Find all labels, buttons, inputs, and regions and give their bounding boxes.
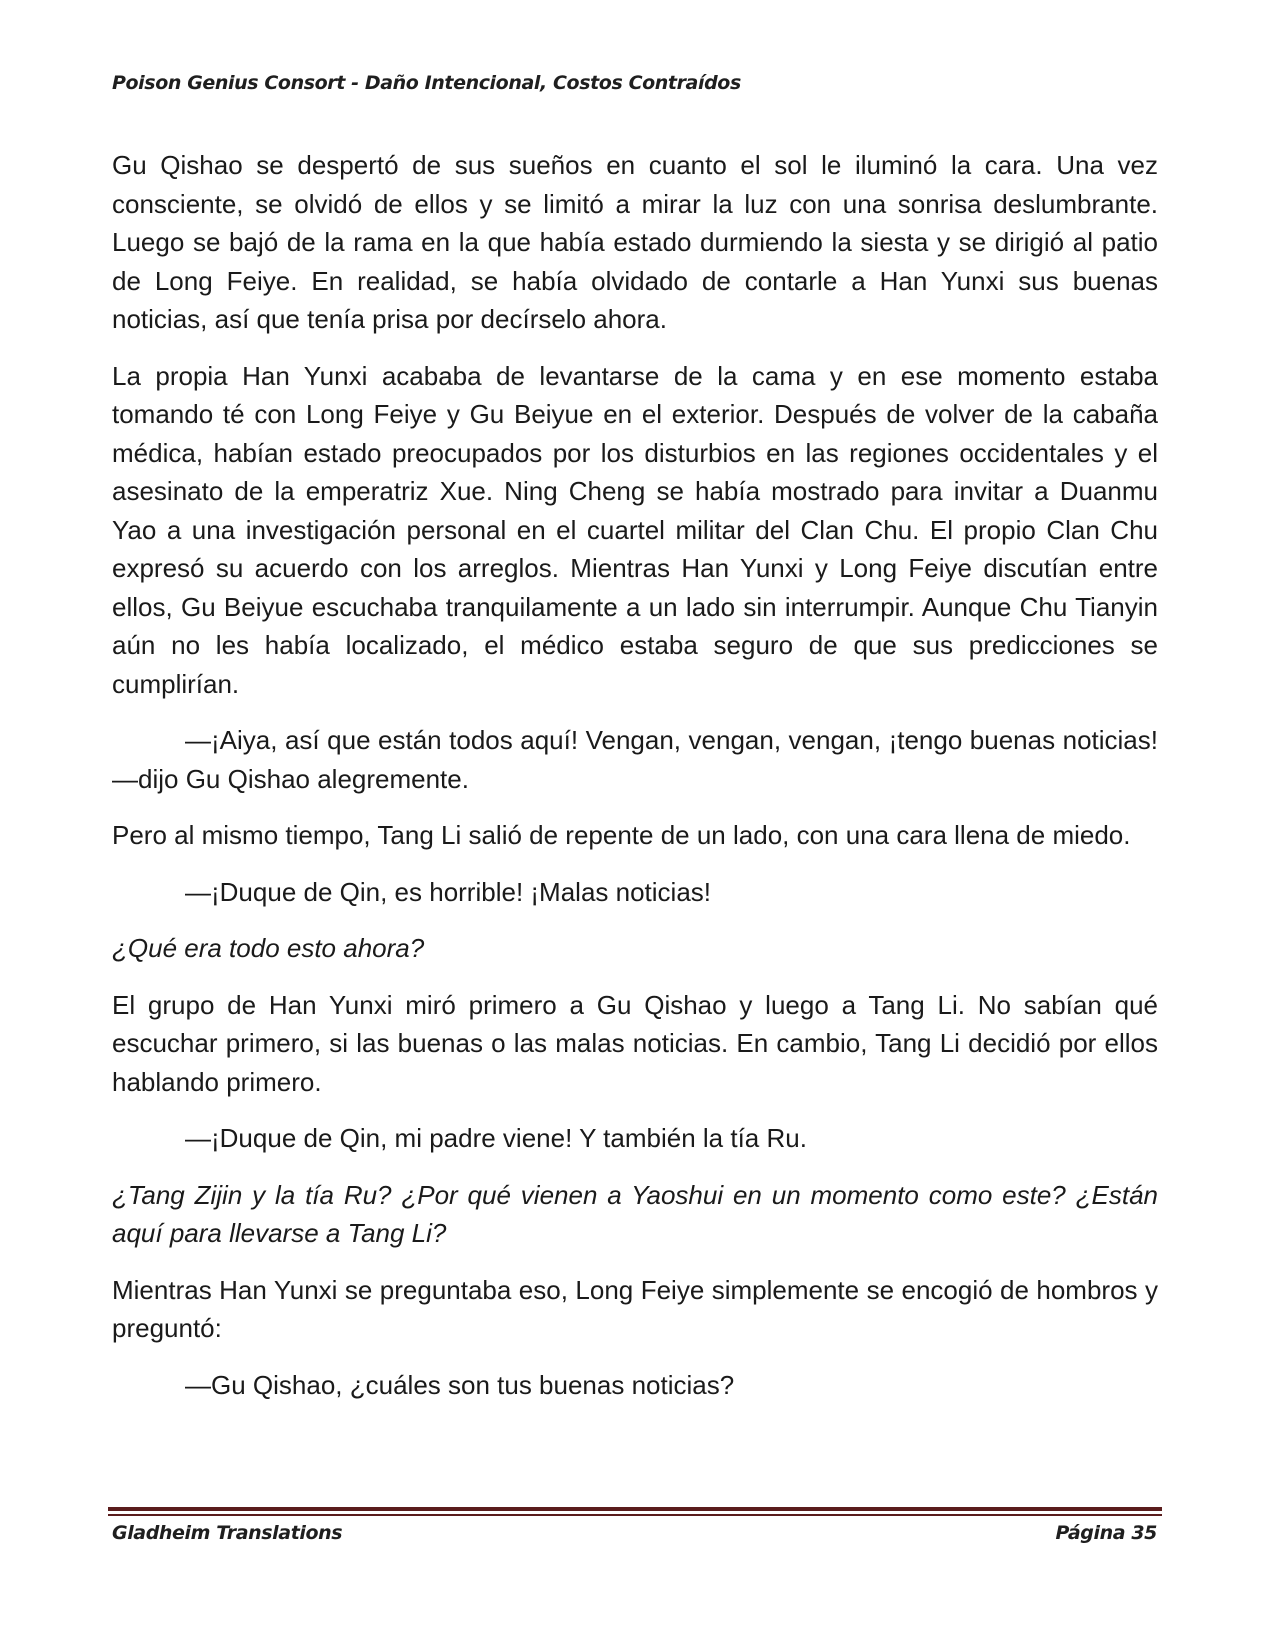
thought-paragraph: ¿Qué era todo esto ahora? [112, 933, 425, 963]
dialogue-paragraph: —Gu Qishao, ¿cuáles son tus buenas noticias? [185, 1369, 735, 1400]
dialogue-paragraph: —¡Duque de Qin, es horrible! ¡Malas noticias! [185, 876, 712, 907]
dialogue-paragraph: —¡Aiya, así que están todos aquí! Vengan, vengan, vengan, ¡tengo buenas noticias! —dijo Gu Qishao alegremente. [112, 725, 1158, 794]
paragraph: Pero al mismo tiempo, Tang Li salió de repente de un lado, con una cara llena de miedo. [112, 820, 1131, 850]
paragraph: Mientras Han Yunxi se preguntaba eso, Long Feiye simplemente se encogió de hombros y preguntó: [112, 1274, 1158, 1343]
paragraph: Gu Qishao se despertó de sus sueños en cuanto el sol le iluminó la cara. Una vez consciente, se olvidó de ellos y se limitó a mirar la luz con una sonrisa deslumbrante. Luego se bajó de la rama en la que había estado durmiendo la siesta y se dirigió al patio de Long Feiye. En realidad, se había olvidado de contarle a Han Yunxi sus buenas noticias, así que tenía prisa por decírselo ahora. [112, 150, 1158, 334]
footer-divider-thin [108, 1514, 1162, 1516]
dialogue-paragraph: —¡Duque de Qin, mi padre viene! Y también la tía Ru. [185, 1123, 807, 1153]
footer-divider-thick [108, 1507, 1162, 1511]
paragraph: El grupo de Han Yunxi miró primero a Gu Qishao y luego a Tang Li. No sabían qué escuchar primero, si las buenas o las malas noticias. En cambio, Tang Li decidió por ellos hablando primero. [112, 989, 1158, 1097]
footer-translator-name: Gladheim Translations [112, 1522, 343, 1544]
document-body [112, 146, 1158, 1422]
page-header-title: Poison Genius Consort - Daño Intencional, Costos Contraídos [112, 72, 741, 94]
paragraph: La propia Han Yunxi acababa de levantarse de la cama y en ese momento estaba tomando té con Long Feiye y Gu Beiyue en el exterior. Después de volver de la cabaña médica, habían estado preocupados por los disturbios en las regiones occidentales y el asesinato de la emperatriz Xue. Ning Cheng se había mostrado para invitar a Duanmu Yao a una investigación personal en el cuartel militar del Clan Chu. El propio Clan Chu expresó su acuerdo con los arreglos. Mientras Han Yunxi y Long Feiye discutían entre ellos, Gu Beiyue escuchaba tranquilamente a un lado sin interrumpir. Aunque Chu Tianyin aún no les había localizado, el médico estaba seguro de que sus predicciones se cumplirían. [112, 360, 1158, 699]
footer-page-number: Página 35 [1055, 1522, 1157, 1544]
thought-paragraph: ¿Tang Zijin y la tía Ru? ¿Por qué vienen a Yaoshui en un momento como este? ¿Están aquí para llevarse a Tang Li? [112, 1179, 1158, 1248]
